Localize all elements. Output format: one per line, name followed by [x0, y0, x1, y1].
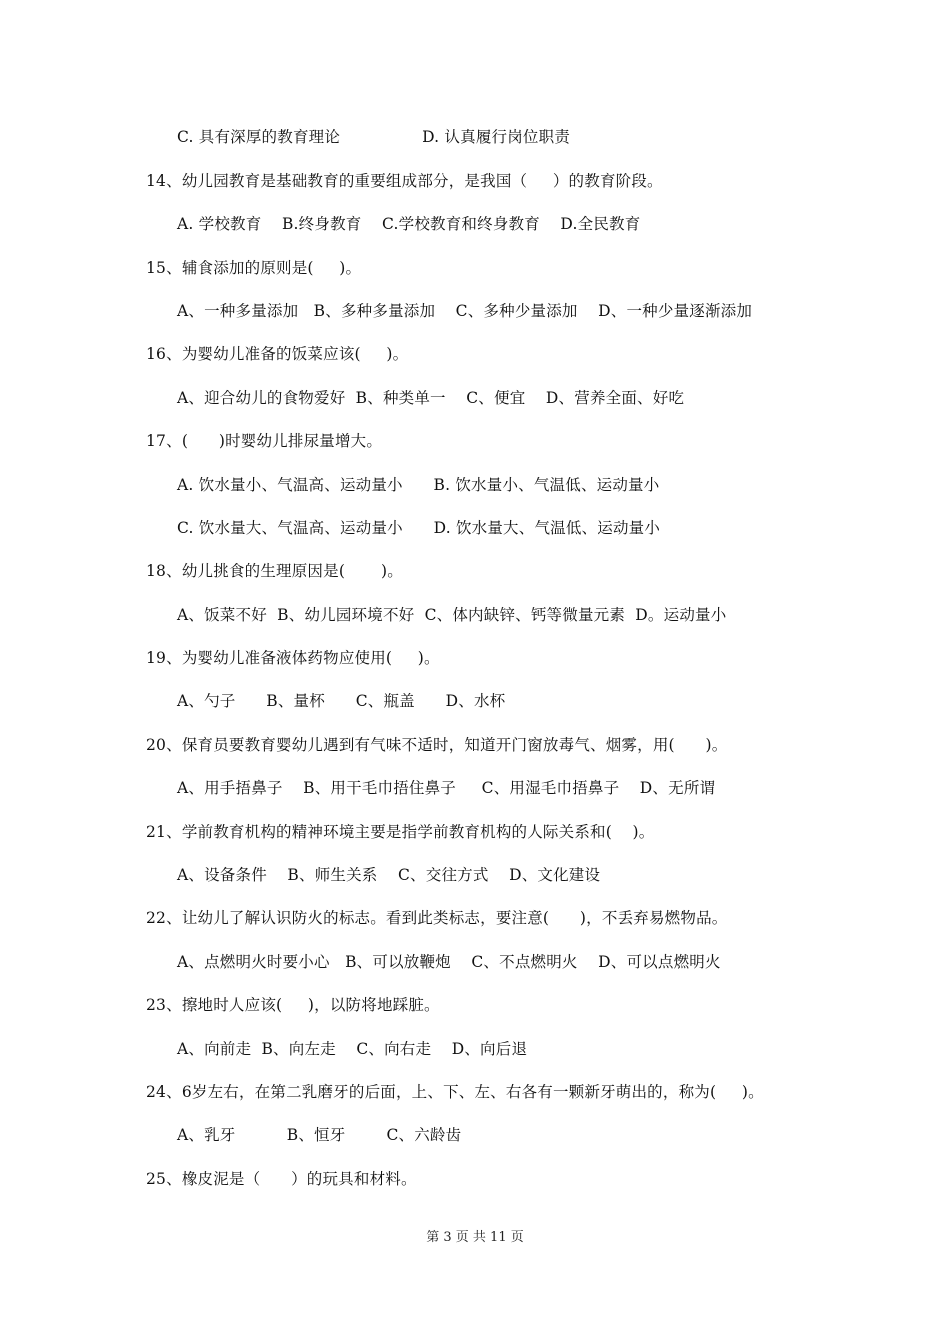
options-23: A、向前走 B、向左走 C、向右走 D、向后退: [177, 1040, 528, 1058]
question-24: 24、6岁左右，在第二乳磨牙的后面，上、下、左、右各有一颗新牙萌出的，称为( )。: [146, 1083, 764, 1101]
question-22: 22、让幼儿了解认识防火的标志。看到此类标志，要注意( )，不丢弃易燃物品。: [146, 909, 728, 927]
question-19: 19、为婴幼儿准备液体药物应使用( )。: [146, 649, 440, 667]
options-22: A、点燃明火时要小心 B、可以放鞭炮 C、不点燃明火 D、可以点燃明火: [177, 953, 721, 971]
options-24: A、乳牙 B、恒牙 C、六龄齿: [177, 1126, 462, 1144]
question-23: 23、擦地时人应该( )，以防将地踩脏。: [146, 996, 440, 1014]
question-21: 21、学前教育机构的精神环境主要是指学前教育机构的人际关系和( )。: [146, 823, 655, 841]
options-20: A、用手捂鼻子 B、用干毛巾捂住鼻子 C、用湿毛巾捂鼻子 D、无所谓: [177, 779, 716, 797]
options-18: A、饭菜不好 B、幼儿园环境不好 C、体内缺锌、钙等微量元素 D。运动量小: [177, 606, 727, 624]
question-20: 20、保育员要教育婴幼儿遇到有气味不适时，知道开门窗放毒气、烟雾，用( )。: [146, 736, 728, 754]
options-14: A. 学校教育 B.终身教育 C.学校教育和终身教育 D.全民教育: [177, 215, 641, 233]
options-21: A、设备条件 B、师生关系 C、交往方式 D、文化建设: [177, 866, 601, 884]
options-15: A、一种多量添加 B、多种多量添加 C、多种少量添加 D、一种少量逐渐添加: [177, 302, 753, 320]
question-17: 17、( )时婴幼儿排尿量增大。: [146, 432, 383, 450]
options-19: A、勺子 B、量杯 C、瓶盖 D、水杯: [177, 692, 506, 710]
question-25: 25、橡皮泥是（ ）的玩具和材料。: [146, 1170, 417, 1188]
question-16: 16、为婴幼儿准备的饭菜应该( )。: [146, 345, 409, 363]
options-17-cd: C. 饮水量大、气温高、运动量小 D. 饮水量大、气温低、运动量小: [177, 519, 661, 537]
page-number-footer: 第 3 页 共 11 页: [426, 1230, 524, 1245]
options-17-ab: A. 饮水量小、气温高、运动量小 B. 饮水量小、气温低、运动量小: [177, 476, 660, 494]
question-15: 15、辅食添加的原则是( )。: [146, 259, 362, 277]
question-18: 18、幼儿挑食的生理原因是( )。: [146, 562, 403, 580]
options-16: A、迎合幼儿的食物爱好 B、种类单一 C、便宜 D、营养全面、好吃: [177, 389, 685, 407]
question-14: 14、幼儿园教育是基础教育的重要组成部分，是我国（ ）的教育阶段。: [146, 172, 663, 190]
option-line-13-cd: C. 具有深厚的教育理论 D. 认真履行岗位职责: [177, 128, 571, 146]
